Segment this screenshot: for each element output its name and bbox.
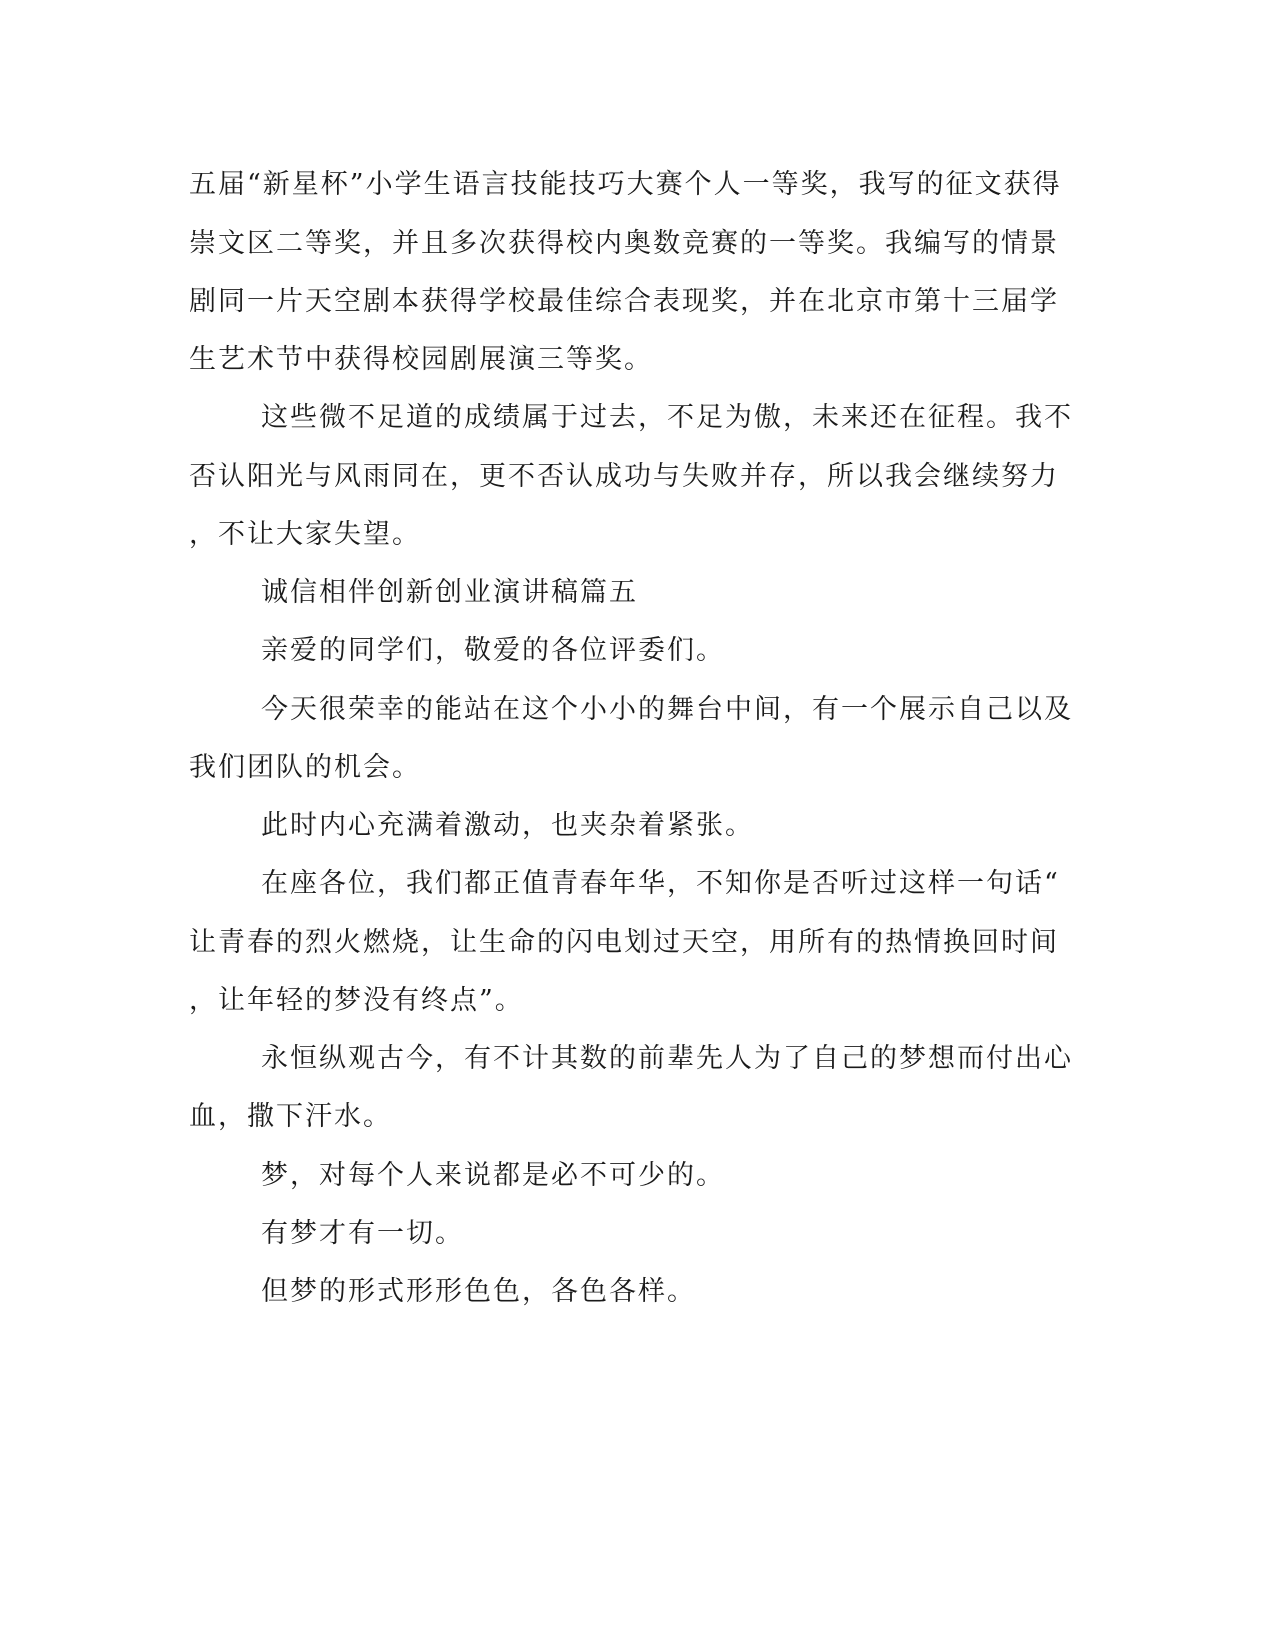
text-line: 亲爱的同学们，敬爱的各位评委们。 xyxy=(261,635,725,666)
text-line: 剧同一片天空剧本获得学校最佳综合表现奖，并在北京市第十三届学 xyxy=(189,286,1059,317)
text-line: 但梦的形式形形色色，各色各样。 xyxy=(261,1276,696,1307)
text-line: 我们团队的机会。 xyxy=(189,752,421,783)
text-line: 在座各位，我们都正值青春年华，不知你是否听过这样一句话“ xyxy=(261,868,1060,899)
text-line: 五届“新星杯”小学生语言技能技巧大赛个人一等奖，我写的征文获得 xyxy=(189,169,1062,200)
text-line: 此时内心充满着激动，也夹杂着紧张。 xyxy=(261,810,754,841)
text-line: 血，撒下汗水。 xyxy=(189,1101,392,1132)
text-line: ，不让大家失望。 xyxy=(189,519,421,550)
text-line: ，让年轻的梦没有终点”。 xyxy=(189,985,524,1016)
text-line: 梦，对每个人来说都是必不可少的。 xyxy=(261,1160,725,1191)
text-line: 崇文区二等奖，并且多次获得校内奥数竞赛的一等奖。我编写的情景 xyxy=(189,228,1059,259)
text-line: 生艺术节中获得校园剧展演三等奖。 xyxy=(189,344,653,375)
text-line: 永恒纵观古今，有不计其数的前辈先人为了自己的梦想而付出心 xyxy=(261,1043,1073,1074)
text-line: 这些微不足道的成绩属于过去，不足为傲，未来还在征程。我不 xyxy=(261,402,1073,433)
text-line: 否认阳光与风雨同在，更不否认成功与失败并存，所以我会继续努力 xyxy=(189,461,1059,492)
text-line: 让青春的烈火燃烧，让生命的闪电划过天空，用所有的热情换回时间 xyxy=(189,927,1059,958)
text-line: 有梦才有一切。 xyxy=(261,1218,464,1249)
text-line: 今天很荣幸的能站在这个小小的舞台中间，有一个展示自己以及 xyxy=(261,694,1073,725)
section-heading: 诚信相伴创新创业演讲稿篇五 xyxy=(261,577,638,608)
